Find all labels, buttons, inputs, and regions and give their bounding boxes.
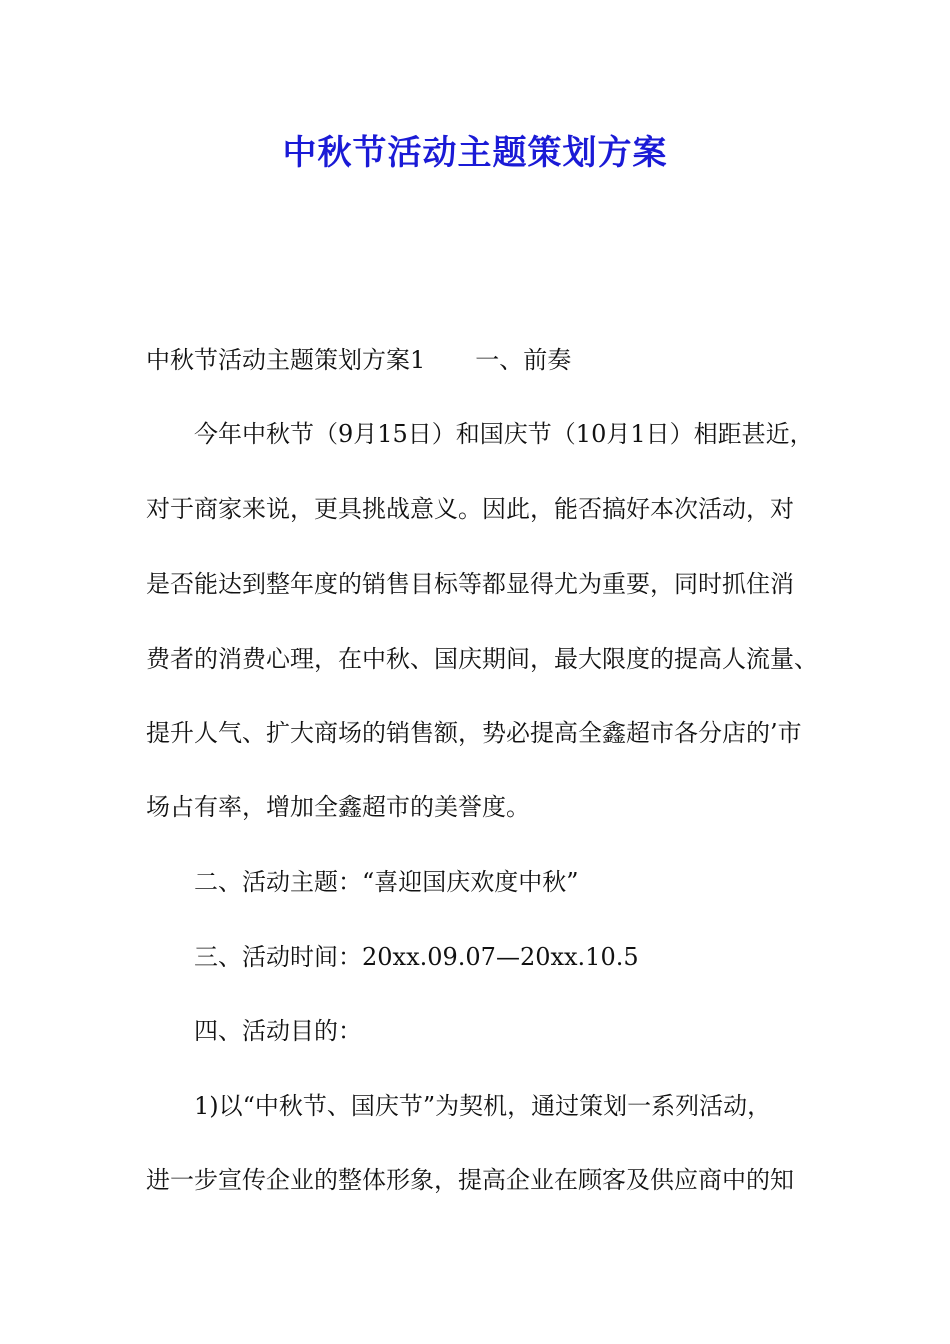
- paragraph-line: 今年中秋节（9月15日）和国庆节（10月1日）相距甚近，: [194, 420, 814, 448]
- section-heading-time: 三、活动时间：20xx.09.07—20xx.10.5: [194, 943, 639, 971]
- paragraph-line: 费者的消费心理，在中秋、国庆期间，最大限度的提高人流量、: [146, 645, 818, 673]
- section-heading-purpose: 四、活动目的：: [194, 1017, 362, 1045]
- paragraph-line: 对于商家来说，更具挑战意义。因此，能否搞好本次活动，对: [146, 495, 794, 523]
- section-heading-prelude: 一、前奏: [475, 346, 572, 374]
- paragraph-line: 1)以“中秋节、国庆节”为契机，通过策划一系列活动，: [194, 1092, 772, 1120]
- paragraph-line: 场占有率，增加全鑫超市的美誉度。: [146, 793, 530, 821]
- paragraph-line: 是否能达到整年度的销售目标等都显得尤为重要，同时抓住消: [146, 570, 794, 598]
- plan-name: 中秋节活动主题策划方案1: [146, 346, 426, 374]
- paragraph-line: 进一步宣传企业的整体形象，提高企业在顾客及供应商中的知: [146, 1166, 794, 1194]
- paragraph-line: 提升人气、扩大商场的销售额，势必提高全鑫超市各分店的’市: [146, 719, 802, 747]
- section-heading-theme: 二、活动主题：“喜迎国庆欢度中秋”: [194, 868, 579, 896]
- heading-line: [146, 343, 816, 377]
- document-title: 中秋节活动主题策划方案: [282, 133, 668, 173]
